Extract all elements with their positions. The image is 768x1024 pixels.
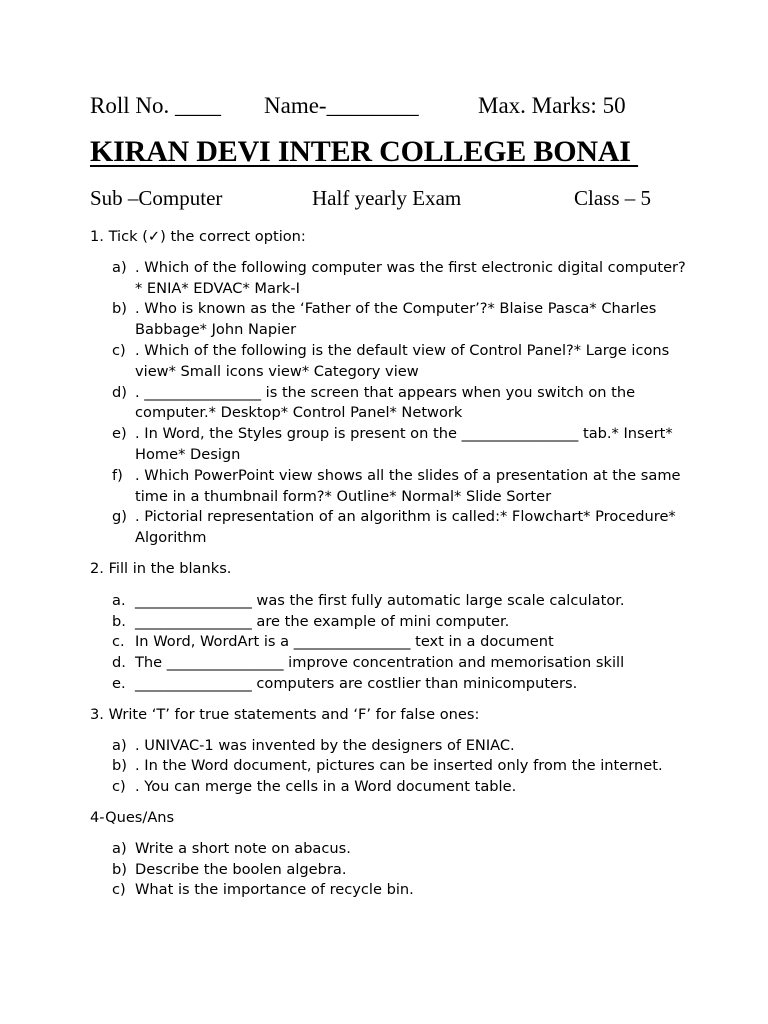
item-text: . In the Word document, pictures can be inserted only from the internet.	[135, 757, 663, 775]
question-list	[90, 258, 690, 549]
subject: Sub –Computer	[90, 186, 223, 210]
list-item	[90, 777, 690, 798]
list-item	[90, 612, 690, 633]
roll-no-field: Roll No. ____	[90, 93, 221, 118]
question-list	[90, 591, 690, 695]
item-marker: g)	[112, 508, 127, 526]
exam-name: Half yearly Exam	[312, 186, 462, 210]
list-item	[90, 674, 690, 695]
item-marker: b)	[112, 757, 127, 775]
section-heading: 3. Write ‘T’ for true statements and ‘F’ for false ones:	[90, 705, 480, 723]
item-text: ________________ was the first fully automatic large scale calculator.	[135, 591, 625, 609]
item-text: . You can merge the cells in a Word document table.	[135, 778, 517, 796]
list-item	[90, 839, 690, 860]
item-marker: c)	[112, 778, 126, 796]
item-text: In Word, WordArt is a ________________ text in a document	[135, 633, 554, 651]
subheader-row	[90, 186, 690, 216]
item-marker: a.	[112, 591, 126, 609]
item-marker: c.	[112, 633, 125, 651]
max-marks: Max. Marks: 50	[478, 93, 626, 118]
item-text: . Which of the following is the default view of Control Panel?* Large icons view* Small icons view* Category view	[135, 341, 670, 380]
list-item	[90, 880, 690, 901]
item-marker: b)	[112, 300, 127, 318]
item-text: Write a short note on abacus.	[135, 839, 351, 857]
item-text: . Who is known as the ‘Father of the Computer’?* Blaise Pasca* Charles Babbage* John Napier	[135, 300, 657, 339]
section-heading: 1. Tick (✓) the correct option:	[90, 228, 306, 245]
item-text: . In Word, the Styles group is present on the ________________ tab.* Insert* Home* Design	[135, 425, 673, 463]
section-heading: 2. Fill in the blanks.	[90, 559, 232, 577]
item-text: . Which of the following computer was the first electronic digital computer?* ENIA* EDVAC* Mark-I	[135, 258, 686, 297]
section-heading: 4-Ques/Ans	[90, 808, 175, 826]
section-3	[90, 705, 690, 798]
list-item	[90, 860, 690, 881]
item-text: . Which PowerPoint view shows all the slides of a presentation at the same time in a thumbnail form?* Outline* Normal* Slide Sorter	[135, 466, 681, 505]
item-marker: a)	[112, 839, 127, 857]
section-1	[90, 227, 690, 549]
college-title: KIRAN DEVI INTER COLLEGE BONAI	[90, 135, 639, 168]
questions	[90, 227, 690, 901]
list-item	[90, 507, 690, 549]
list-item	[90, 341, 690, 383]
item-marker: c)	[112, 341, 126, 359]
list-item	[90, 756, 690, 777]
item-marker: d.	[112, 654, 126, 672]
list-item	[90, 258, 690, 300]
list-item	[90, 424, 690, 466]
question-list	[90, 839, 690, 901]
list-item	[90, 653, 690, 674]
header-row	[90, 93, 690, 123]
item-text: What is the importance of recycle bin.	[135, 881, 414, 899]
class-label: Class – 5	[574, 186, 652, 210]
item-marker: d)	[112, 383, 127, 401]
item-marker: e.	[112, 674, 126, 692]
list-item	[90, 736, 690, 757]
section-2	[90, 559, 690, 695]
name-field: Name-________	[264, 93, 419, 118]
item-text: ________________ computers are costlier than minicomputers.	[135, 674, 578, 692]
list-item	[90, 591, 690, 612]
item-marker: b)	[112, 860, 127, 878]
list-item	[90, 383, 690, 425]
item-text: . ________________ is the screen that appears when you switch on the computer.* Desktop* Control Panel* Network	[135, 383, 636, 422]
item-text: Describe the boolen algebra.	[135, 860, 347, 878]
item-text: . UNIVAC-1 was invented by the designers of ENIAC.	[135, 736, 515, 754]
section-4	[90, 808, 690, 901]
item-marker: c)	[112, 881, 126, 899]
item-marker: f)	[112, 466, 123, 484]
item-marker: e)	[112, 425, 127, 443]
item-marker: a)	[112, 736, 127, 754]
list-item	[90, 632, 690, 653]
list-item	[90, 466, 690, 508]
item-marker: b.	[112, 612, 126, 630]
list-item	[90, 299, 690, 341]
item-text: . Pictorial representation of an algorithm is called:* Flowchart* Procedure* Algorithm	[135, 508, 676, 547]
question-list	[90, 736, 690, 798]
item-marker: a)	[112, 258, 127, 276]
item-text: ________________ are the example of mini computer.	[135, 612, 510, 630]
item-text: The ________________ improve concentration and memorisation skill	[135, 654, 625, 672]
